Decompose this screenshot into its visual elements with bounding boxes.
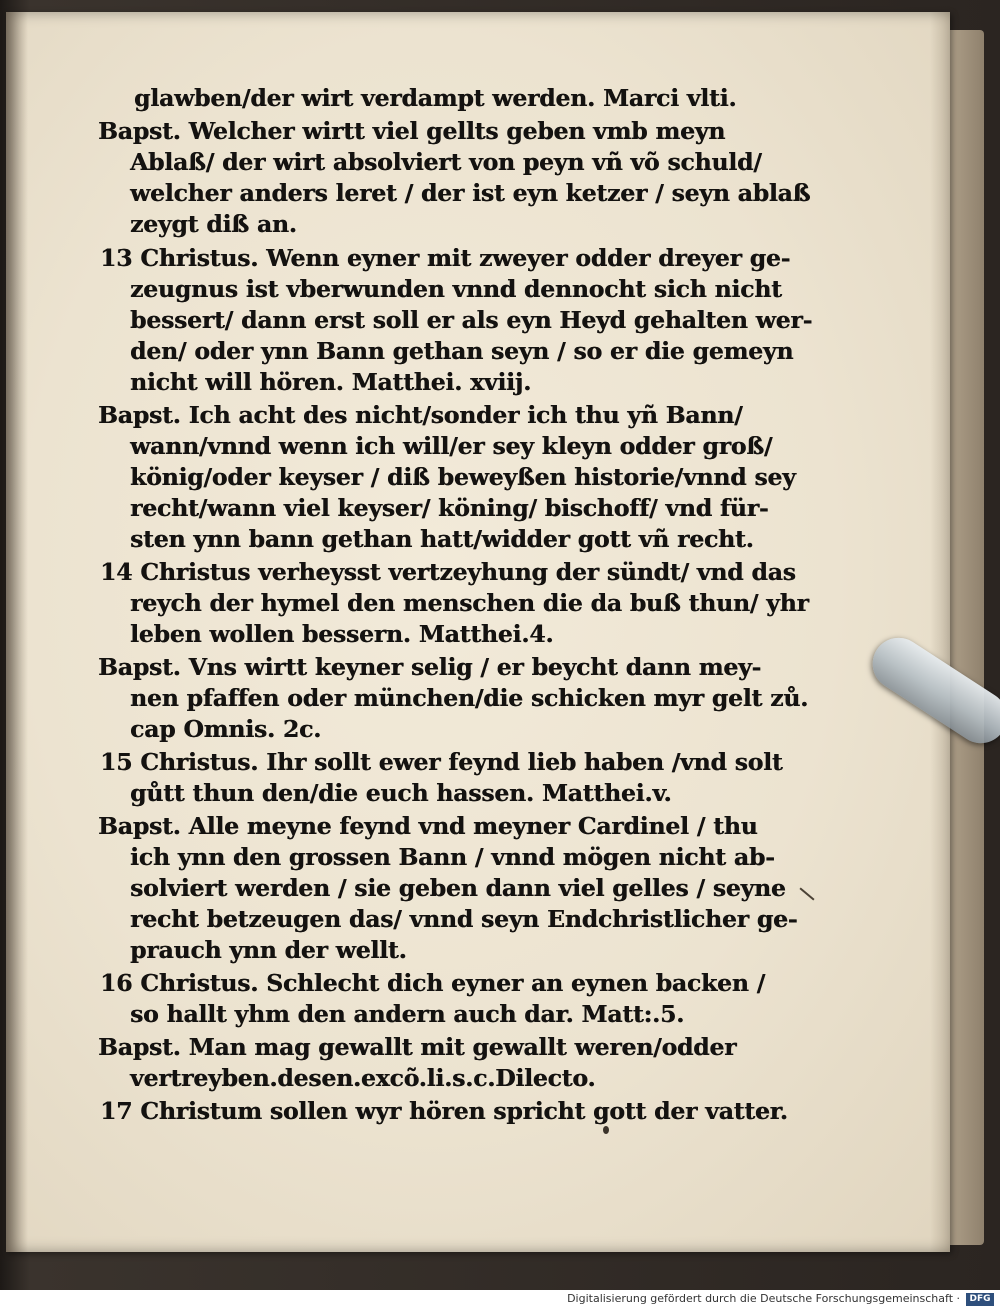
text-line: 15 Christus. Ihr sollt ewer feynd lieb haben /vnd solt (100, 748, 783, 776)
text-line: wann/vnnd wenn ich will/er sey kleyn odder groß/ (130, 432, 773, 460)
text-line: 17 Christum sollen wyr hören spricht gott der vatter. (100, 1097, 788, 1125)
text-line: leben wollen bessern. Matthei.4. (130, 620, 554, 648)
text-line: gůtt thun den/die euch hassen. Matthei.v. (130, 779, 672, 807)
text-line: Bapst. Man mag gewallt mit gewallt weren/odder (98, 1033, 737, 1061)
text-line: cap Omnis. 2c. (130, 715, 322, 743)
text-line: 13 Christus. Wenn eyner mit zweyer odder dreyer ge- (100, 244, 791, 272)
dfg-logo: DFG (966, 1293, 994, 1306)
text-line: reych der hymel den menschen die da buß thun/ yhr (130, 589, 809, 617)
text-line: nen pfaffen oder münchen/die schicken myr gelt zů. (130, 684, 809, 712)
page-edge-shadow (930, 12, 950, 1252)
text-line: welcher anders leret / der ist eyn ketzer / seyn ablaß (130, 179, 811, 207)
text-line: nicht will hören. Matthei. xviij. (130, 368, 532, 396)
digitization-credit: Digitalisierung gefördert durch die Deutsche Forschungsgemeinschaft · (567, 1292, 960, 1305)
text-line: sten ynn bann gethan hatt/widder gott vñ recht. (130, 525, 754, 553)
text-line: bessert/ dann erst soll er als eyn Heyd gehalten wer- (130, 306, 813, 334)
text-line: 14 Christus verheysst vertzeyhung der sündt/ vnd das (100, 558, 796, 586)
text-line: den/ oder ynn Bann gethan seyn / so er die gemeyn (130, 337, 794, 365)
text-line: recht/wann viel keyser/ köning/ bischoff/ vnd für- (130, 494, 769, 522)
text-line: Bapst. Welcher wirtt viel gellts geben vmb meyn (98, 117, 726, 145)
text-line: recht betzeugen das/ vnnd seyn Endchristlicher ge- (130, 905, 798, 933)
paper-spot (603, 1126, 609, 1134)
text-line: ich ynn den grossen Bann / vnnd mögen nicht ab- (130, 843, 775, 871)
text-line: 16 Christus. Schlecht dich eyner an eynen backen / (100, 969, 766, 997)
text-line: prauch ynn der wellt. (130, 936, 407, 964)
text-line: Bapst. Ich acht des nicht/sonder ich thu yñ Bann/ (98, 401, 743, 429)
text-line: Ablaß/ der wirt absolviert von peyn vñ võ schuld/ (130, 148, 762, 176)
text-line: Bapst. Vns wirtt keyner selig / er beycht dann mey- (98, 653, 762, 681)
text-line: zeugnus ist vberwunden vnnd dennocht sich nicht (130, 275, 782, 303)
text-line: vertreyben.desen.excõ.li.s.c.Dilecto. (130, 1064, 596, 1092)
text-line: glawben/der wirt verdampt werden. Marci vlti. (134, 84, 737, 112)
text-line: könig/oder keyser / diß beweyßen historie/vnnd sey (130, 463, 796, 491)
text-line: zeygt diß an. (130, 210, 297, 238)
text-line: Bapst. Alle meyne feynd vnd meyner Cardinel / thu (98, 812, 758, 840)
text-line: so hallt yhm den andern auch dar. Matt:.5. (130, 1000, 685, 1028)
text-line: solviert werden / sie geben dann viel gelles / seyne (130, 874, 786, 902)
